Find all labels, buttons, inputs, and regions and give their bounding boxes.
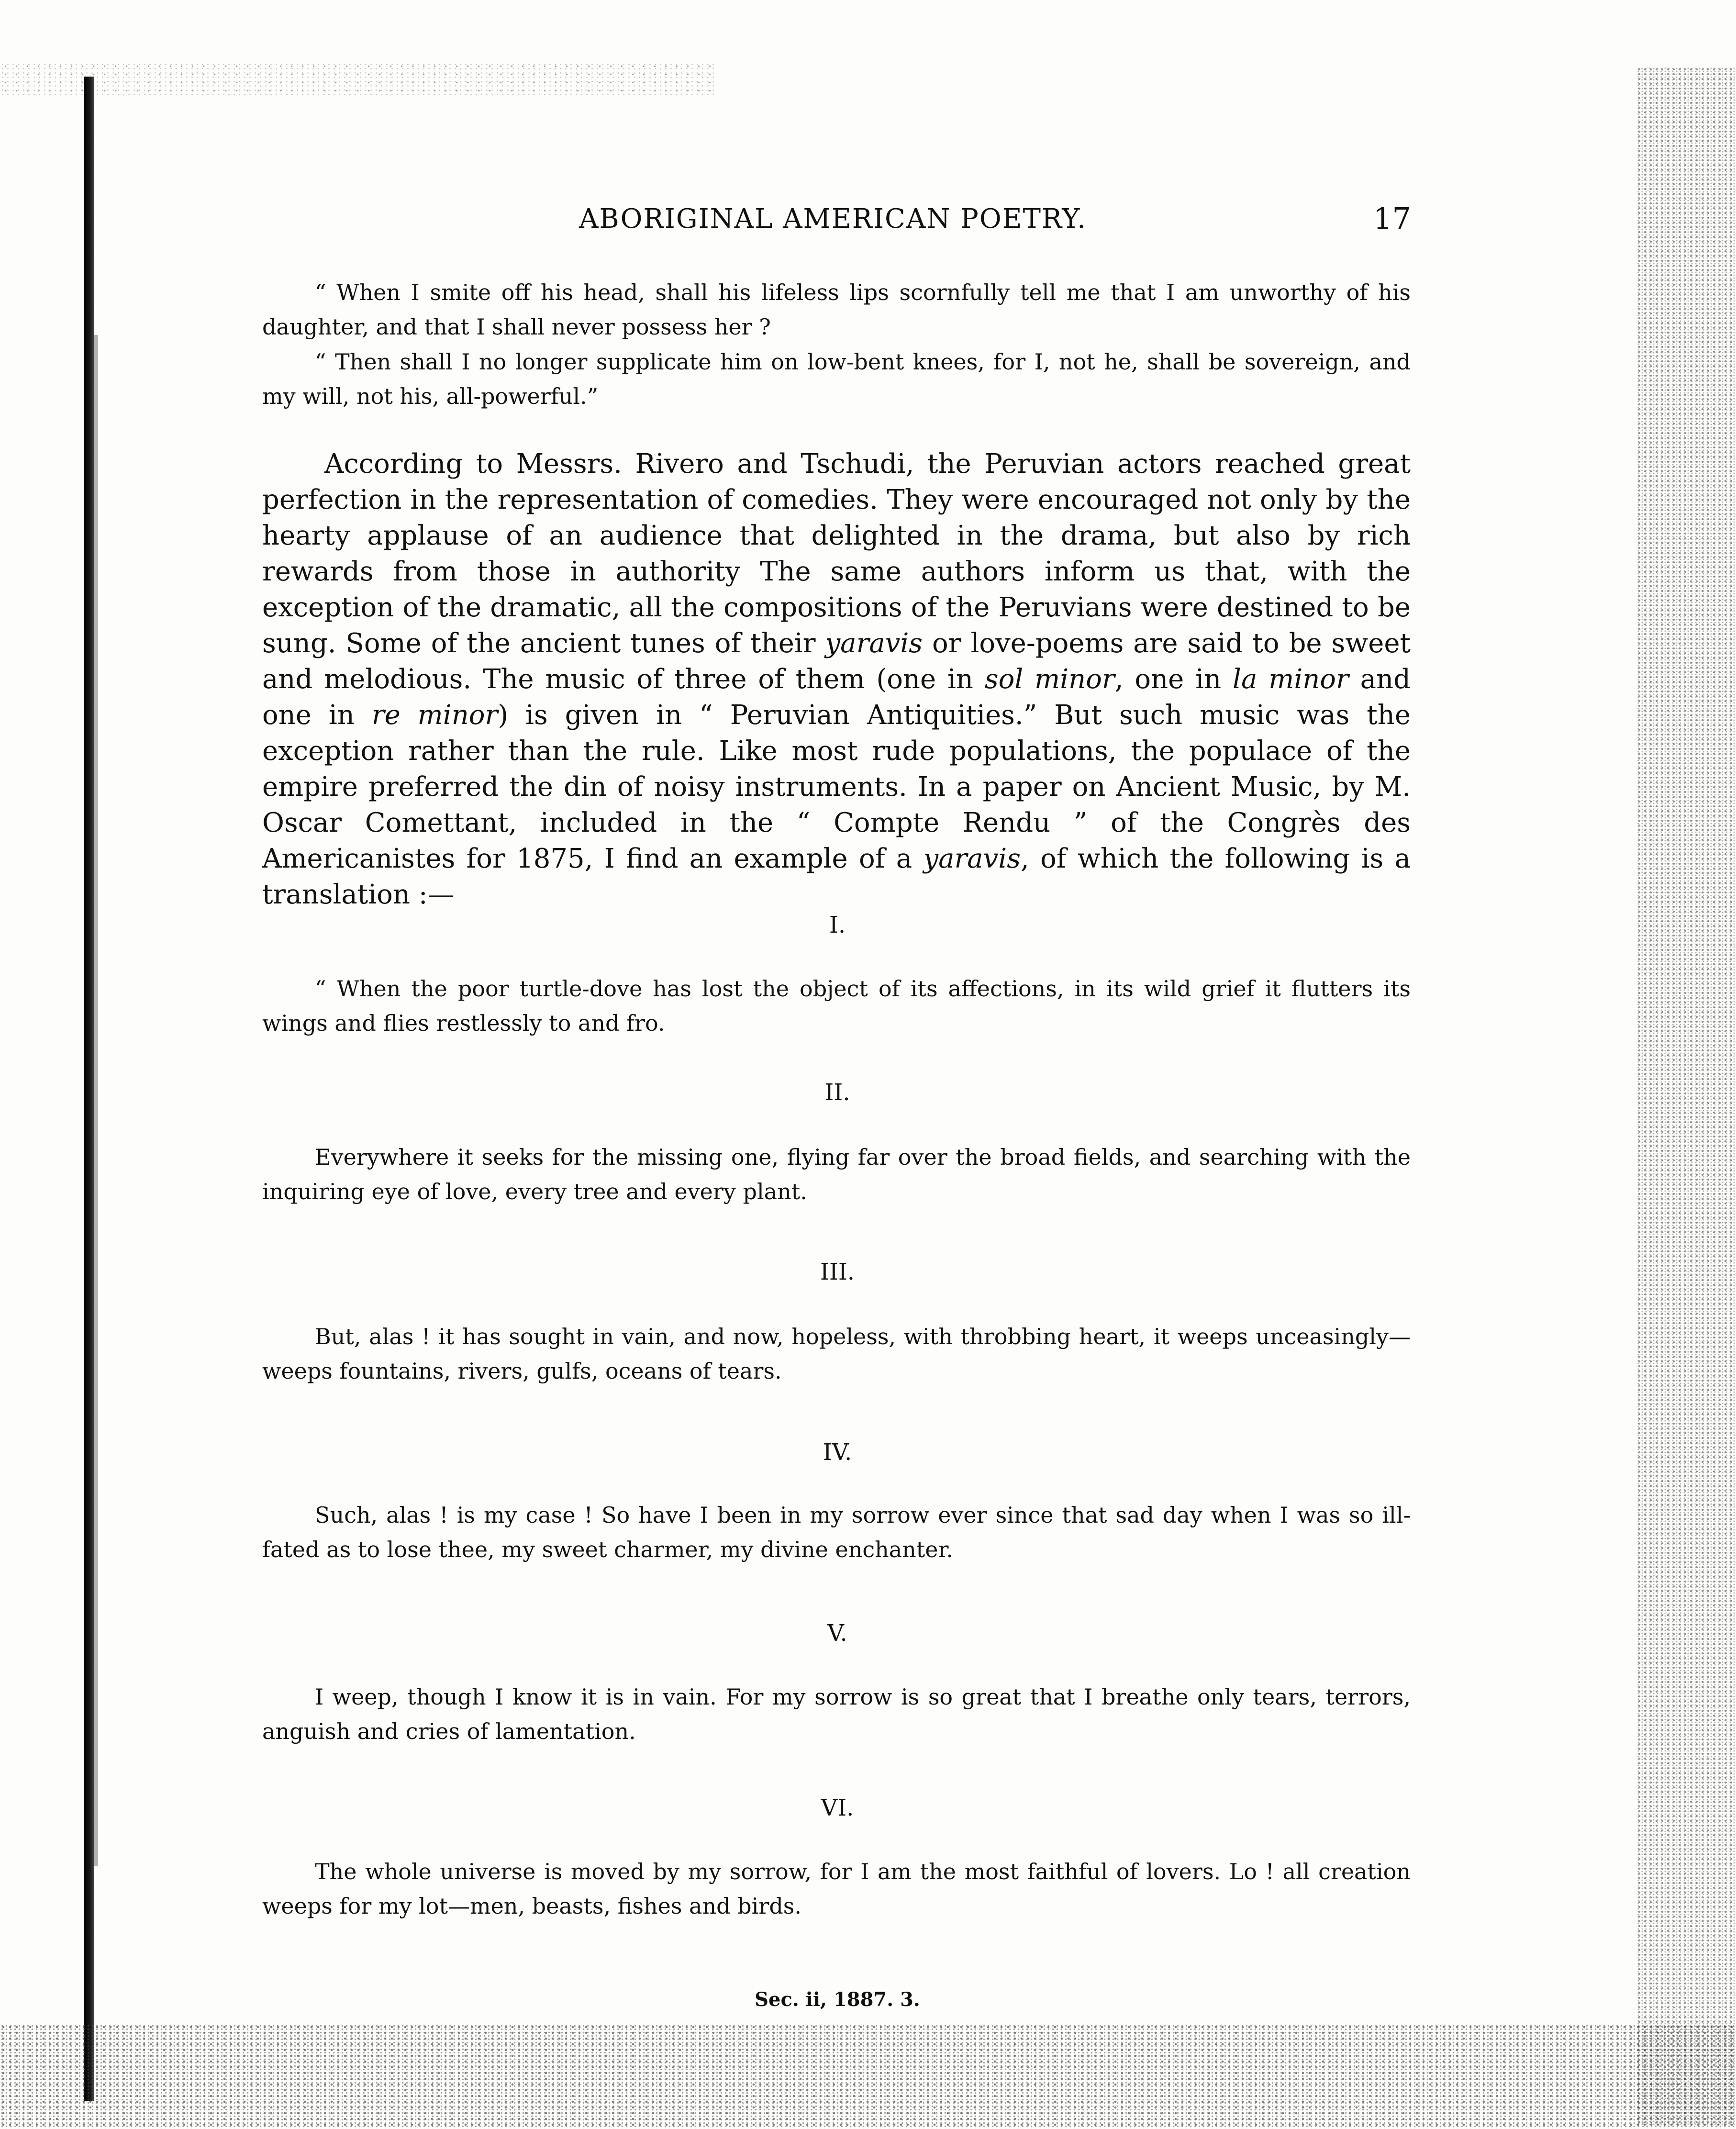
body-text: According to Messrs. Rivero and Tschudi, the Peruvian actors reached great perfection in the representation of comedies. They were encouraged not only by the hearty applause of an audience that delighted in the drama, but also by rich rewards from those in authority The same authors inform us that, with the exception of the dramatic, all the compositions of the Peruvians were destined to be sung. Some of the ancient tunes of their — [262, 448, 1411, 659]
stanza-text: But, alas ! it has sought in vain, and now, hopeless, with throbbing heart, it weeps unceasingly—weeps fountains, rivers, gulfs, oceans of tears. — [262, 1324, 1411, 1384]
signature-mark: Sec. ii, 1887. 3. — [755, 1988, 920, 2011]
body-text: ) is given in “ Peruvian Antiquities.” But such music was the exception rather than the rule. Like most rude populations, the populace of the empire preferred the din of noisy instruments. In a paper on Ancient Music, by M. Oscar Comettant, included in the “ Compte Rendu ” of the Congrès des Americanistes for 1875, I find an example of a — [262, 700, 1411, 874]
body-text: , of which the following is a translation :— — [262, 843, 1411, 910]
book-spine-shadow — [84, 77, 94, 2101]
italic-term: la minor — [1233, 664, 1349, 695]
stanza-text: I weep, though I know it is in vain. For my sorrow is so great that I breathe only tears, terrors, anguish and cries of lamentation. — [262, 1684, 1411, 1744]
quote-paragraph-2: “ Then shall I no longer supplicate him on low-bent knees, for I, not he, shall be sovereign, and my will, not his, all-powerful.” — [262, 349, 1411, 409]
scan-noise-top — [0, 62, 718, 96]
stanza-numeral: I. — [829, 912, 846, 938]
scan-noise-right-edge — [1636, 67, 1736, 2125]
quote-paragraph-1: “ When I smite off his head, shall his lifeless lips scornfully tell me that I am unworthy of his daughter, and that I shall never possess her ? — [262, 279, 1411, 340]
italic-term: yaravis — [825, 628, 923, 659]
body-text: or love-poems are said to be sweet and melodious. The music of three of them (one in — [262, 628, 1411, 695]
page-number: 17 — [1373, 201, 1411, 236]
stanza-text: Such, alas ! is my case ! So have I been in my sorrow ever since that sad day when I was so ill-fated as to lose thee, my sweet charmer, my divine enchanter. — [262, 1502, 1411, 1562]
italic-term: re minor — [371, 700, 498, 731]
italic-term: yaravis — [923, 843, 1021, 874]
body-text: and one in — [262, 664, 1411, 731]
stanza-text: The whole universe is moved by my sorrow, for I am the most faithful of lovers. Lo ! all creation weeps for my lot—men, beasts, fishes and birds. — [262, 1859, 1411, 1919]
body-paragraph — [262, 446, 1411, 913]
italic-term: sol minor — [984, 664, 1115, 695]
stanza-numeral: III. — [820, 1259, 855, 1285]
stanza-numeral: IV. — [823, 1439, 852, 1466]
stanza-numeral: V. — [827, 1620, 847, 1647]
running-title: ABORIGINAL AMERICAN POETRY. — [579, 203, 1087, 234]
book-spine-shadow-inner — [94, 335, 98, 1866]
stanza-text: “ When the poor turtle-dove has lost the object of its affections, in its wild grief it flutters its wings and flies restlessly to and fro. — [262, 976, 1411, 1036]
scan-noise-bottom-edge — [0, 2024, 1736, 2129]
stanza-text: Everywhere it seeks for the missing one, flying far over the broad fields, and searching with the inquiring eye of love, every tree and every plant. — [262, 1144, 1411, 1204]
body-text: , one in — [1114, 664, 1233, 695]
stanza-numeral: VI. — [821, 1795, 854, 1821]
stanza-numeral: II. — [824, 1079, 850, 1106]
